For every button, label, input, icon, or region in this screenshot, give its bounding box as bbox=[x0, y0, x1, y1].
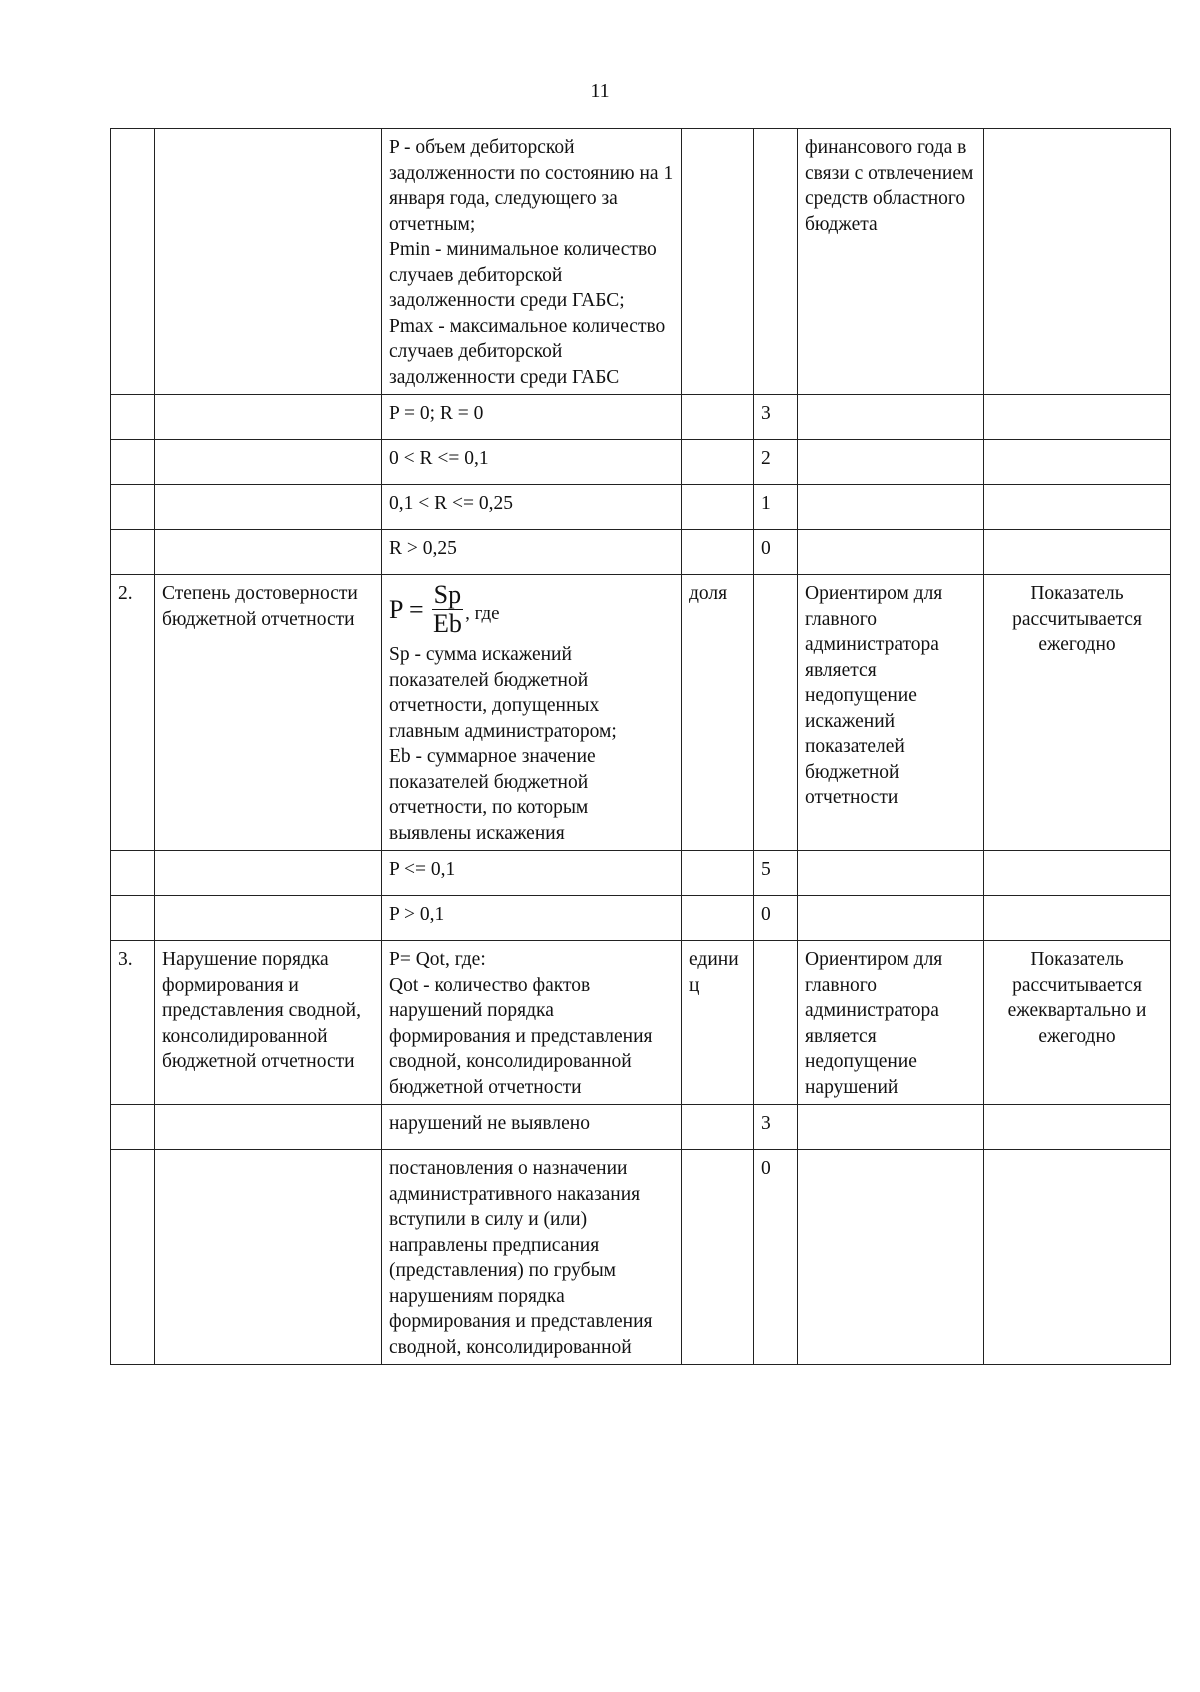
cell-note bbox=[984, 1105, 1171, 1150]
cell-calc-text: Sp - сумма искажений показателей бюджетной отчетности, допущенных главным администратором; Eb - суммарное значение показателей бюджетной отчетности, по которым выявлены искажения bbox=[389, 644, 617, 844]
cell-num bbox=[111, 395, 155, 440]
cell-calc: 0 < R <= 0,1 bbox=[382, 440, 682, 485]
cell-note bbox=[984, 395, 1171, 440]
cell-name bbox=[155, 530, 382, 575]
cell-target bbox=[798, 440, 984, 485]
cell-score: 3 bbox=[754, 1105, 798, 1150]
cell-target bbox=[798, 485, 984, 530]
cell-target: финансового года в связи с отвлечением средств областного бюджета bbox=[798, 129, 984, 395]
cell-note: Показатель рассчитывается ежегодно bbox=[984, 575, 1171, 851]
cell-score: 2 bbox=[754, 440, 798, 485]
cell-num: 3. bbox=[111, 941, 155, 1105]
cell-calc bbox=[382, 575, 682, 851]
cell-num bbox=[111, 440, 155, 485]
table-row bbox=[111, 1150, 1171, 1365]
cell-score bbox=[754, 129, 798, 395]
formula-left: P = bbox=[389, 594, 424, 624]
table-row bbox=[111, 440, 1171, 485]
table-row bbox=[111, 395, 1171, 440]
cell-num bbox=[111, 851, 155, 896]
formula-numerator: Sp bbox=[433, 580, 462, 609]
cell-unit bbox=[682, 485, 754, 530]
cell-note: Показатель рассчитывается ежеквартально и ежегодно bbox=[984, 941, 1171, 1105]
cell-score bbox=[754, 941, 798, 1105]
table-row bbox=[111, 1105, 1171, 1150]
cell-name bbox=[155, 440, 382, 485]
cell-score: 0 bbox=[754, 530, 798, 575]
cell-unit bbox=[682, 1105, 754, 1150]
table-row bbox=[111, 851, 1171, 896]
cell-note bbox=[984, 851, 1171, 896]
cell-target bbox=[798, 1150, 984, 1365]
page-number: 11 bbox=[590, 80, 610, 102]
cell-unit bbox=[682, 395, 754, 440]
indicators-table bbox=[110, 128, 1171, 1365]
cell-calc: P <= 0,1 bbox=[382, 851, 682, 896]
cell-score: 0 bbox=[754, 896, 798, 941]
cell-num bbox=[111, 1105, 155, 1150]
cell-name bbox=[155, 851, 382, 896]
cell-name bbox=[155, 395, 382, 440]
cell-num: 2. bbox=[111, 575, 155, 851]
cell-score: 1 bbox=[754, 485, 798, 530]
cell-note bbox=[984, 440, 1171, 485]
cell-score bbox=[754, 575, 798, 851]
cell-note bbox=[984, 530, 1171, 575]
cell-unit: доля bbox=[682, 575, 754, 851]
formula bbox=[389, 581, 674, 638]
cell-target bbox=[798, 395, 984, 440]
cell-target: Ориентиром для главного администратора является недопущение искажений показателей бюджетной отчетности bbox=[798, 575, 984, 851]
cell-score: 3 bbox=[754, 395, 798, 440]
cell-name bbox=[155, 485, 382, 530]
cell-name bbox=[155, 129, 382, 395]
cell-name: Степень достоверности бюджетной отчетности bbox=[155, 575, 382, 851]
cell-target bbox=[798, 1105, 984, 1150]
cell-note bbox=[984, 485, 1171, 530]
cell-name bbox=[155, 1150, 382, 1365]
formula-fraction bbox=[432, 581, 463, 638]
cell-num bbox=[111, 1150, 155, 1365]
cell-name bbox=[155, 896, 382, 941]
cell-calc: постановления о назначении административного наказания вступили в силу и (или) направлены предписания (представления) по грубым нарушениям порядка формирования и представления сводной, консолидированной bbox=[382, 1150, 682, 1365]
cell-calc: P - объем дебиторской задолженности по состоянию на 1 января года, следующего за отчетным; Pmin - минимальное количество случаев дебиторской задолженности среди ГАБС; Pmax - максимальное количество случаев дебиторской задолженности среди ГАБС bbox=[382, 129, 682, 395]
cell-unit bbox=[682, 851, 754, 896]
cell-unit bbox=[682, 530, 754, 575]
formula-suffix: , где bbox=[465, 602, 500, 624]
table-row bbox=[111, 575, 1171, 851]
cell-num bbox=[111, 896, 155, 941]
table-row bbox=[111, 530, 1171, 575]
formula-denominator: Eb bbox=[432, 609, 462, 638]
cell-calc: нарушений не выявлено bbox=[382, 1105, 682, 1150]
cell-calc: 0,1 < R <= 0,25 bbox=[382, 485, 682, 530]
cell-target: Ориентиром для главного администратора является недопущение нарушений bbox=[798, 941, 984, 1105]
cell-name bbox=[155, 1105, 382, 1150]
cell-note bbox=[984, 896, 1171, 941]
table-row bbox=[111, 941, 1171, 1105]
cell-num bbox=[111, 129, 155, 395]
cell-num bbox=[111, 485, 155, 530]
cell-score: 0 bbox=[754, 1150, 798, 1365]
cell-unit bbox=[682, 440, 754, 485]
cell-unit: едини ц bbox=[682, 941, 754, 1105]
cell-calc: P > 0,1 bbox=[382, 896, 682, 941]
cell-num bbox=[111, 530, 155, 575]
cell-name: Нарушение порядка формирования и представления сводной, консолидированной бюджетной отчетности bbox=[155, 941, 382, 1105]
cell-note bbox=[984, 129, 1171, 395]
cell-note bbox=[984, 1150, 1171, 1365]
cell-score: 5 bbox=[754, 851, 798, 896]
cell-calc: P = 0; R = 0 bbox=[382, 395, 682, 440]
cell-target bbox=[798, 851, 984, 896]
table-row bbox=[111, 896, 1171, 941]
cell-unit bbox=[682, 129, 754, 395]
table-row bbox=[111, 129, 1171, 395]
cell-calc: P= Qot, где: Qot - количество фактов нарушений порядка формирования и представления сводной, консолидированной бюджетной отчетности bbox=[382, 941, 682, 1105]
cell-target bbox=[798, 896, 984, 941]
table-row bbox=[111, 485, 1171, 530]
cell-target bbox=[798, 530, 984, 575]
cell-unit bbox=[682, 896, 754, 941]
cell-calc: R > 0,25 bbox=[382, 530, 682, 575]
cell-unit bbox=[682, 1150, 754, 1365]
